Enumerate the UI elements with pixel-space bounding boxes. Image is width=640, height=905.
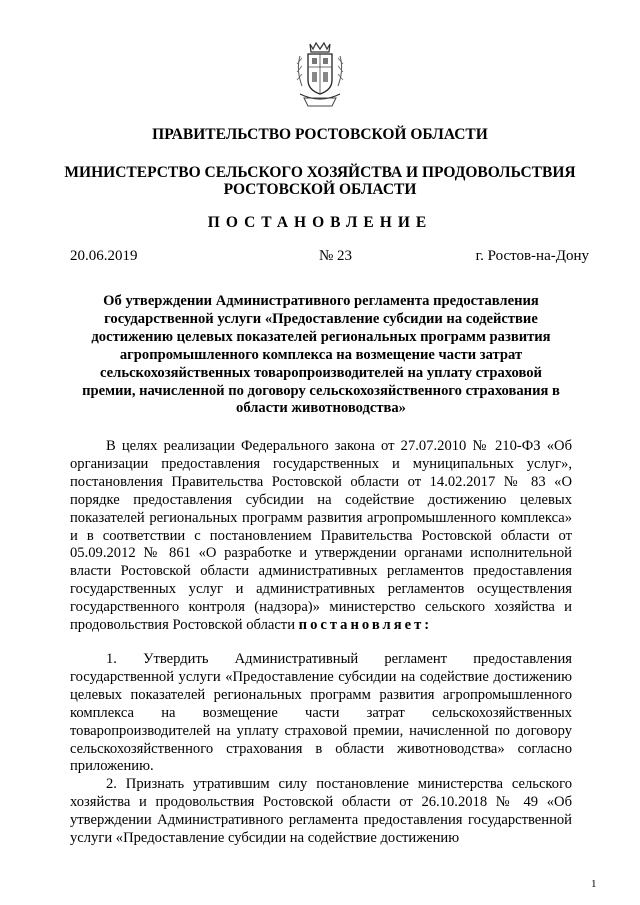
ministry-heading [0, 164, 640, 198]
document-body [70, 438, 572, 848]
item-2-paragraph: 2. Признать утратившим силу постановление министерства сельского хозяйства и продовольствия Ростовской области от 26.10.2018 № 49 «Об утверждении Административного регламента предоставления государственной услуги «Предоставление субсидии на содействие достижению [70, 776, 572, 847]
document-number: № 23 [319, 248, 353, 264]
preamble-paragraph [70, 438, 572, 635]
document-title: Об утверждении Административного регламента предоставления государственной услуги «Предоставление субсидии на содействие достижению целевых показателей региональных программ развития агропромышленного комплекса на возмещение части затрат сельскохозяйственных товаропроизводителей на уплату страховой премии, начисленной по договору сельскохозяйственного страхования в области животноводства» [82, 293, 560, 417]
document-city: г. Ростов-на-Дону [475, 248, 589, 264]
document-type: ПОСТАНОВЛЕНИЕ [207, 214, 433, 231]
ministry-heading-line1: МИНИСТЕРСТВО СЕЛЬСКОГО ХОЗЯЙСТВА И ПРОДОВОЛЬСТВИЯ [64, 164, 576, 181]
page-number: 1 [591, 878, 597, 890]
item-1-paragraph: 1. Утвердить Административный регламент предоставления государственной услуги «Предоставление субсидии на содействие достижению целевых показателей региональных программ развития агропромышленного комплекса на возмещение части затрат сельскохозяйственных товаропроизводителей на уплату страховой премии, начисленной по договору сельскохозяйственного страхования в области животноводства» согласно приложению. [70, 650, 572, 775]
coat-of-arms-icon [294, 40, 346, 110]
document-date: 20.06.2019 [70, 248, 138, 264]
government-heading: ПРАВИТЕЛЬСТВО РОСТОВСКОЙ ОБЛАСТИ [152, 126, 488, 143]
ministry-heading-line2: РОСТОВСКОЙ ОБЛАСТИ [223, 181, 417, 198]
resolves-keyword: постановляет: [298, 617, 433, 634]
preamble-text: В целях реализации Федерального закона от 27.07.2010 № 210-ФЗ «Об организации предоставления государственных и муниципальных услуг», постановления Правительства Ростовской области от 14.02.2017 № 83 «О порядке предоставления субсидии на содействие достижению целевых показателей региональных программ развития агропромышленного комплекса» и в соответствии с постановлением Правительства Ростовской области от 05.09.2012 № 861 «О разработке и утверждении органами исполнительной власти Ростовской области административных регламентов предоставления государственных услуг и административных регламентов осуществления государственного контроля (надзора)» министерство сельского хозяйства и продовольствия Ростовской области [70, 438, 572, 634]
